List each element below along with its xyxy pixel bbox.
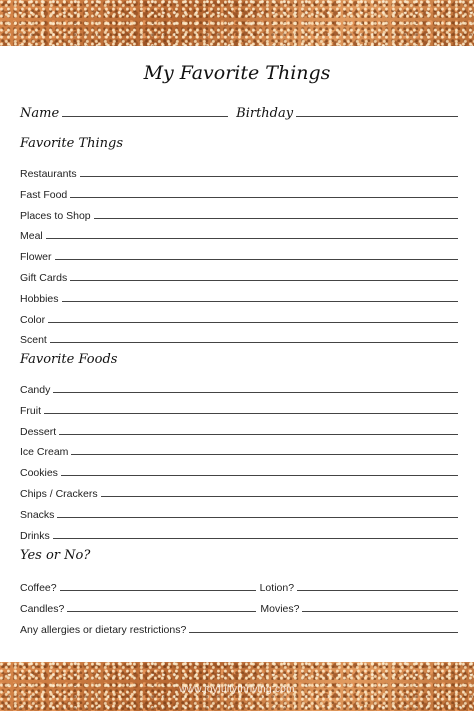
allergies-field[interactable] bbox=[189, 632, 458, 633]
favorite-food-row bbox=[20, 420, 458, 438]
favorite-food-label: Fruit bbox=[20, 404, 41, 417]
favorite-food-label: Ice Cream bbox=[20, 446, 69, 459]
footer-url: www.joyfullythriving.com bbox=[179, 684, 295, 695]
favorite-food-field[interactable] bbox=[101, 496, 458, 497]
favorite-thing-label: Gift Cards bbox=[20, 272, 68, 284]
movies-field[interactable] bbox=[302, 611, 458, 612]
favorite-thing-label: Color bbox=[20, 313, 46, 326]
section-favorite-things: Favorite Things bbox=[20, 136, 124, 151]
favorite-food-field[interactable] bbox=[59, 434, 458, 435]
favorite-thing-row bbox=[20, 308, 458, 326]
page-title: My Favorite Things bbox=[143, 62, 331, 84]
candles-field[interactable] bbox=[67, 611, 256, 612]
favorite-food-row bbox=[20, 503, 458, 521]
favorite-thing-field[interactable] bbox=[55, 259, 458, 260]
favorite-food-label: Cookies bbox=[20, 467, 58, 480]
favorite-thing-field[interactable] bbox=[94, 218, 458, 219]
favorite-food-label: Chips / Crackers bbox=[20, 488, 98, 500]
favorite-food-row bbox=[20, 461, 458, 479]
candles-movies-row bbox=[20, 597, 458, 615]
favorite-food-row bbox=[20, 524, 458, 542]
favorite-thing-field[interactable] bbox=[62, 301, 458, 302]
birthday-label: Birthday bbox=[236, 106, 294, 121]
favorite-food-row bbox=[20, 399, 458, 417]
favorite-thing-label: Flower bbox=[20, 251, 52, 264]
favorite-food-label: Dessert bbox=[20, 425, 57, 438]
favorite-thing-label: Scent bbox=[20, 334, 47, 347]
favorite-food-row bbox=[20, 378, 458, 396]
favorite-food-label: Snacks bbox=[20, 508, 55, 521]
favorite-thing-field[interactable] bbox=[48, 322, 458, 323]
coffee-lotion-row bbox=[20, 576, 458, 594]
allergies-row bbox=[20, 618, 458, 636]
favorite-food-row bbox=[20, 440, 458, 458]
movies-label: Movies? bbox=[260, 603, 300, 615]
favorite-thing-label: Places to Shop bbox=[20, 209, 91, 222]
glitter-border-top bbox=[0, 0, 474, 46]
favorite-thing-label: Restaurants bbox=[20, 168, 77, 180]
section-yes-or-no: Yes or No? bbox=[20, 548, 91, 563]
name-birthday-row bbox=[20, 102, 458, 120]
birthday-field[interactable] bbox=[296, 116, 458, 117]
lotion-field[interactable] bbox=[297, 590, 458, 591]
favorite-thing-field[interactable] bbox=[80, 176, 458, 177]
favorite-thing-label: Meal bbox=[20, 230, 43, 243]
favorite-thing-field[interactable] bbox=[70, 197, 458, 198]
favorite-food-field[interactable] bbox=[57, 517, 458, 518]
favorite-thing-row bbox=[20, 224, 458, 242]
favorite-thing-row bbox=[20, 328, 458, 346]
favorite-food-row bbox=[20, 482, 458, 500]
favorite-thing-label: Fast Food bbox=[20, 188, 68, 201]
favorite-thing-row bbox=[20, 183, 458, 201]
favorite-thing-label: Hobbies bbox=[20, 292, 59, 305]
favorite-thing-field[interactable] bbox=[50, 342, 458, 343]
favorite-food-field[interactable] bbox=[53, 538, 458, 539]
section-favorite-foods: Favorite Foods bbox=[20, 352, 118, 367]
favorite-thing-row bbox=[20, 287, 458, 305]
favorite-thing-row bbox=[20, 162, 458, 180]
favorite-food-label: Drinks bbox=[20, 529, 50, 542]
favorite-food-field[interactable] bbox=[71, 454, 458, 455]
name-label: Name bbox=[20, 106, 60, 121]
name-field[interactable] bbox=[62, 116, 228, 117]
favorite-food-field[interactable] bbox=[44, 413, 458, 414]
favorite-food-label: Candy bbox=[20, 384, 51, 396]
candles-label: Candles? bbox=[20, 603, 65, 615]
coffee-field[interactable] bbox=[60, 590, 256, 591]
lotion-label: Lotion? bbox=[259, 582, 295, 594]
coffee-label: Coffee? bbox=[20, 582, 57, 594]
favorite-thing-field[interactable] bbox=[46, 238, 458, 239]
allergies-label: Any allergies or dietary restrictions? bbox=[20, 624, 187, 636]
favorite-food-field[interactable] bbox=[53, 392, 458, 393]
favorite-thing-row bbox=[20, 266, 458, 284]
favorite-thing-row bbox=[20, 204, 458, 222]
favorite-food-field[interactable] bbox=[61, 475, 458, 476]
favorite-thing-field[interactable] bbox=[70, 280, 458, 281]
favorite-thing-row bbox=[20, 245, 458, 263]
